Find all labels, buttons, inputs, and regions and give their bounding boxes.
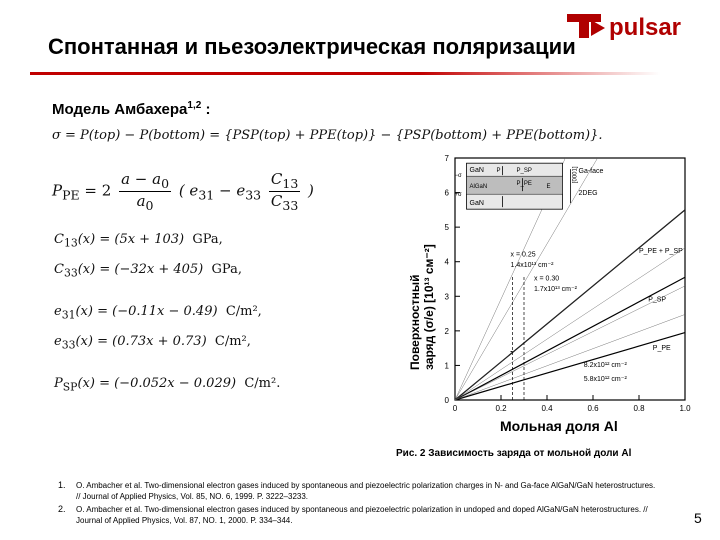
figure-caption: Рис. 2 Зависимость заряда от мольной доли Al: [396, 448, 632, 459]
chart-x-label: Мольная доля Al: [500, 418, 618, 434]
x-tick-label: 1.0: [679, 404, 691, 413]
y-tick-label: 6: [444, 188, 449, 198]
inset-label: E: [546, 184, 551, 191]
x-tick-label: 0.6: [587, 404, 599, 413]
inset-label: 2DEG: [578, 190, 598, 198]
series-label: P_SP: [648, 296, 667, 304]
series-label: P_PE: [652, 344, 671, 352]
inset-layer-label: GaN: [469, 200, 484, 208]
y-tick-label: 1: [444, 361, 449, 371]
e31-formula: $e_{31}(x) = (-0.11x - 0.49)$ C/m²,: [54, 304, 262, 322]
reference-item: 2. O. Ambacher et al. Two-dimensional electron gases induced by spontaneous and piezoelectric polarization in undoped and doped AlGaN/GaN heterostructures. // Journal of Applied Physics, Vol. 87, NO. 1, 2000. P. 334–344.: [58, 504, 648, 525]
model-subtitle: Модель Амбахера$^{1,2}$ :: [52, 100, 211, 118]
y-tick-label: 0: [444, 396, 449, 405]
references: [58, 480, 658, 528]
inset-label: +σ: [454, 192, 462, 199]
annotation: x = 0.25: [510, 251, 536, 259]
y-tick-label: 7: [444, 154, 449, 163]
annotation: 1.4x10¹³ cm⁻²: [510, 261, 554, 269]
pe-formula: $P_{PE} = 2$ $\frac{a - a_0}{a_0}$ ( $e_{31} - e_{33}$ $\frac{C_{13}}{C_{33}}$ ): [52, 170, 314, 213]
inset-label: −σ: [454, 173, 462, 180]
x-tick-label: 0.8: [633, 404, 645, 413]
inset-label: P: [496, 168, 501, 175]
y-tick-label: 3: [444, 292, 449, 302]
c33-formula: $C_{33}(x) = (-32x + 405)$ GPa,: [54, 262, 242, 280]
title-divider: [30, 72, 660, 75]
inset-direction-label: [0001]: [572, 166, 579, 184]
series-line: [455, 333, 685, 400]
y-tick-label: 5: [444, 223, 449, 233]
logo-text: pulsar: [609, 14, 682, 41]
annotation: 8.2x10¹² cm⁻²: [583, 362, 627, 370]
x-tick-label: 0.2: [495, 404, 507, 413]
annotation: x = 0.30: [534, 275, 560, 283]
y-tick-label: 4: [444, 257, 449, 267]
charge-vs-al-chart: [415, 150, 705, 440]
chart-y-label: Поверхностный заряд (σ/e) [10¹³ см⁻²]: [408, 244, 436, 370]
inset-label: Ga-face: [578, 168, 604, 176]
psp-formula: $P_{SP}(x) = (-0.052x - 0.029)$ C/m².: [54, 376, 281, 394]
page-title: Спонтанная и пьезоэлектрическая поляризации: [48, 34, 576, 59]
guide-line: [455, 314, 685, 400]
annotation: 1.7x10¹³ cm⁻²: [534, 286, 577, 294]
page-number: 5: [694, 510, 702, 526]
inset-layer-label: AlGaN: [469, 184, 488, 191]
c13-formula: $C_{13}(x) = (5x + 103)$ GPa,: [54, 232, 223, 250]
annotation: 5.8x10¹² cm⁻²: [583, 375, 627, 383]
sigma-formula: σ = P(top) − P(bottom) = {PSP(top) + PPE(top)} − {PSP(bottom) + PPE(bottom)}.: [52, 128, 603, 143]
x-tick-label: 0.4: [541, 404, 553, 413]
e33-formula: $e_{33}(x) = (0.73x + 0.73)$ C/m²,: [54, 334, 251, 352]
reference-item: 1. O. Ambacher et al. Two-dimensional electron gases induced by spontaneous and piezoelectric polarization charges in N- and Ga-face AlGaN/GaN heterostructures. // Journal of Applied Physics, Vol. 85, NO. 6, 1999. P. 3222–3233.: [58, 480, 656, 501]
inset-label: P_SP: [516, 168, 532, 175]
pulsar-logo: [565, 8, 710, 42]
x-tick-label: 0: [452, 404, 458, 413]
inset-label: P_PE: [516, 181, 532, 188]
inset-layer-label: GaN: [469, 167, 484, 175]
guide-line: [455, 210, 685, 400]
series-label: P_PE + P_SP: [639, 248, 683, 256]
y-tick-label: 2: [444, 326, 449, 336]
